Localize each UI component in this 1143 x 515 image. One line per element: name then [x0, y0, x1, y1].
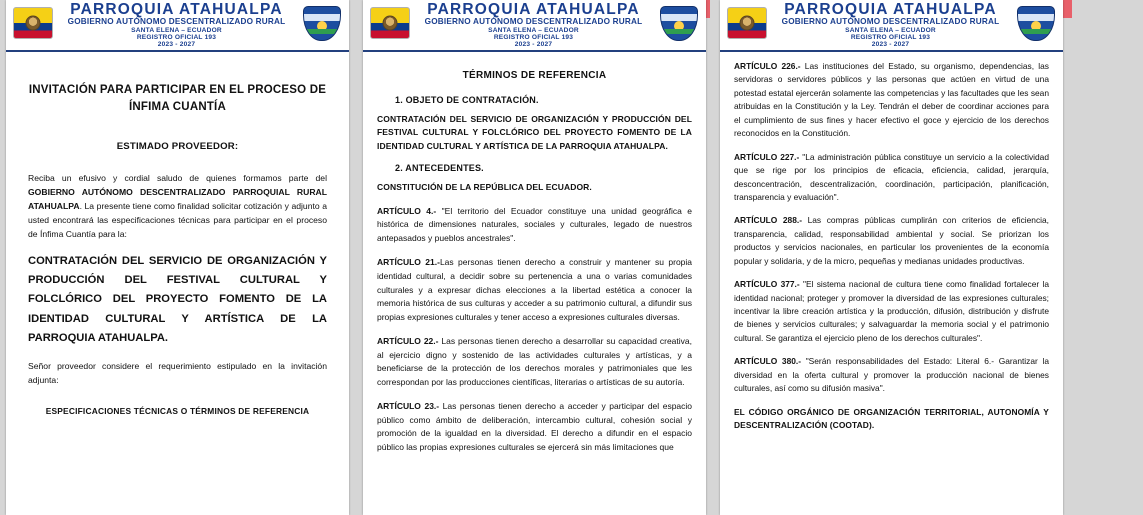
greeting-line: ESTIMADO PROVEEDOR: [116, 141, 239, 153]
article-paragraph [734, 151, 1049, 205]
article-text: Las personas tienen derecho a acceder y participar del espacio público como ámbito de deliberación, intercambio cultural, cohesión social y promoción de la igualdad en la diversidad. El derecho a difundir en el espacio público las propias expresiones culturales se ejercerá sin más limitaciones que [377, 400, 693, 453]
article-label: ARTÍCULO 226.- [734, 61, 801, 71]
intro-paragraph [28, 172, 327, 242]
letterhead-line4: REGISTRO OFICIAL 193 [850, 34, 931, 42]
parish-shield-icon [299, 3, 343, 47]
letterhead-line5: 2023 - 2027 [871, 41, 910, 49]
letterhead-line4: REGISTRO OFICIAL 193 [136, 34, 217, 42]
section-2-heading: 2. ANTECEDENTES. [395, 163, 484, 174]
article-paragraph [734, 355, 1049, 395]
intro-post: . La presente tiene como finalidad solicitar cotización y adjunto a usted encontrará las especificaciones técnicas para participar en el proceso de Ínfima Cuantía para la: [28, 201, 327, 240]
article-label: ARTÍCULO 21.- [377, 256, 440, 267]
ecuador-flag-icon [724, 3, 768, 47]
closing-paragraph: Señor proveedor considere el requerimiento estipulado en la invitación adjunta: [28, 361, 327, 386]
article-label: ARTÍCULO 227.- [734, 151, 800, 162]
article-paragraph [377, 256, 692, 325]
article-paragraph [377, 400, 692, 455]
page-1-footer-heading: ESPECIFICACIONES TÉCNICAS O TÉRMINOS DE REFERENCIA [45, 406, 310, 417]
letterhead-title: PARROQUIA ATAHUALPA [427, 1, 640, 18]
invitation-title: INVITACIÓN PARA PARTICIPAR EN EL PROCESO DE ÍNFIMA CUANTÍA [28, 84, 327, 113]
letterhead-line3: SANTA ELENA – ECUADOR [488, 27, 579, 35]
cootad-heading: EL CÓDIGO ORGÁNICO DE ORGANIZACIÓN TERRITORIAL, AUTONOMÍA Y DESCENTRALIZACIÓN (COOTAD). [734, 406, 1049, 431]
page-3-body [720, 52, 1063, 433]
terms-of-reference-title: TÉRMINOS DE REFERENCIA [462, 70, 607, 81]
article-text: "La administración pública constituye un servicio a la colectividad que se rige por los principios de eficacia, eficiencia, calidad, jerarquía, desconcentración, descentralización, coordinación, participación, planificación, transparencia y evaluación". [734, 151, 1049, 202]
section-1-heading: 1. OBJETO DE CONTRATACIÓN. [395, 95, 539, 105]
article-label: ARTÍCULO 288.- [734, 215, 802, 226]
letterhead-line3: SANTA ELENA – ECUADOR [131, 27, 222, 35]
article-text: Las personas tienen derecho a construir y mantener su propia identidad cultural, a decidir sobre su pertenencia a una o varias comunidades culturales y a expresar dichas elecciones a la libertad estética a conocer la memoria histórica de sus culturas y acceder a su patrimonio cultural, a difundir sus propias expresiones culturales y tener acceso a expresiones culturales diversas. [377, 256, 693, 323]
document-page-1[interactable] [6, 0, 349, 515]
parish-shield-icon [1013, 3, 1057, 47]
section-1-text: CONTRATACIÓN DEL SERVICIO DE ORGANIZACIÓN Y PRODUCCIÓN DEL FESTIVAL CULTURAL Y FOLCLÓRICO DEL PROYECTO FOMENTO DE LA IDENTIDAD CULTURAL Y ARTÍSTICA DE LA PARROQUIA ATAHUALPA. [377, 114, 692, 151]
entity-name: GOBIERNO AUTÓNOMO DESCENTRALIZADO PARROQUIAL RURAL ATAHUALPA [28, 187, 327, 212]
letterhead-line2: GOBIERNO AUTÓNOMO DESCENTRALIZADO RURAL [67, 17, 286, 27]
contract-object: CONTRATACIÓN DEL SERVICIO DE ORGANIZACIÓN Y PRODUCCIÓN DEL FESTIVAL CULTURAL Y FOLCLÓRICO DEL PROYECTO FOMENTO DE LA IDENTIDAD CULTURAL Y ARTÍSTICA DE LA PARROQUIA ATAHUALPA. [28, 254, 327, 345]
article-paragraph [377, 205, 692, 246]
article-text: Las compras públicas cumplirán con criterios de eficiencia, transparencia, calidad, responsabilidad ambiental y social. Se priorizan los productos y servicios nacionales, en particular los provenientes de la economía popular y solidaria, y de la micro, pequeñas y medianas unidades productivas. [734, 215, 1049, 266]
page-2-body [363, 52, 706, 455]
article-text: "Serán responsabilidades del Estado: Literal 6.- Garantizar la diversidad en la oferta cultural y promover la producción nacional de bienes culturales, así como su difusión masiva". [734, 356, 1049, 394]
letterhead-banner [363, 0, 706, 52]
article-label: ARTÍCULO 22.- [377, 335, 439, 346]
parish-shield-icon [656, 3, 700, 47]
letterhead-title: PARROQUIA ATAHUALPA [70, 1, 283, 18]
letterhead-titleblock [54, 2, 299, 49]
letterhead-line2: GOBIERNO AUTÓNOMO DESCENTRALIZADO RURAL [424, 17, 643, 27]
document-page-3[interactable] [720, 0, 1063, 515]
article-paragraph [734, 214, 1049, 268]
article-text: Las instituciones del Estado, su organismo, dependencias, las servidoras o servidores públicos y las personas que actúen en virtud de una potestad estatal ejercerán solamente las competencias y las facultades que les sean atribuidas en la Constitución y la Ley. Tendrán el deber de coordinar acciones para el cumplimiento de sus fines y hacer efectivo el goce y ejercicio de los derechos reconocidos en la Constitución. [734, 61, 1049, 139]
ecuador-flag-icon [367, 3, 411, 47]
article-paragraph [734, 278, 1049, 345]
article-text: "El territorio del Ecuador constituye una unidad geográfica e histórica de dimensiones naturales, sociales y culturales, legado de nuestros antepasados y pueblos ancestrales". [377, 205, 692, 244]
letterhead-banner [6, 0, 349, 52]
letterhead-line5: 2023 - 2027 [514, 41, 553, 49]
letterhead-titleblock [411, 2, 656, 49]
letterhead-titleblock [768, 2, 1013, 49]
article-label: ARTÍCULO 377.- [734, 279, 800, 290]
article-label: ARTÍCULO 380.- [734, 356, 802, 367]
article-paragraph [734, 60, 1049, 141]
constitution-heading: CONSTITUCIÓN DE LA REPÚBLICA DEL ECUADOR. [377, 182, 592, 193]
letterhead-line5: 2023 - 2027 [157, 41, 196, 49]
letterhead-line4: REGISTRO OFICIAL 193 [493, 34, 574, 42]
letterhead-line3: SANTA ELENA – ECUADOR [845, 27, 936, 35]
article-paragraph [377, 335, 692, 390]
letterhead-line2: GOBIERNO AUTÓNOMO DESCENTRALIZADO RURAL [781, 17, 1000, 27]
page-1-body [6, 52, 349, 416]
letterhead-banner [720, 0, 1063, 52]
intro-pre: Reciba un efusivo y cordial saludo de quienes formamos parte del [28, 173, 327, 184]
letterhead-title: PARROQUIA ATAHUALPA [784, 1, 997, 18]
document-page-2[interactable] [363, 0, 706, 515]
article-label: ARTÍCULO 4.- [377, 205, 437, 216]
article-label: ARTÍCULO 23.- [377, 400, 440, 411]
ecuador-flag-icon [10, 3, 54, 47]
article-text: Las personas tienen derecho a desarrollar su capacidad creativa, al ejercicio digno y sostenido de las actividades culturales y artísticas, y a beneficiarse de la protección de los derechos morales y patrimoniales que les correspondan por las producciones científicas, literarias o artísticas de su autoría. [377, 335, 693, 388]
article-text: "El sistema nacional de cultura tiene como finalidad fortalecer la identidad nacional; proteger y promover la diversidad de las expresiones culturales; incentivar la libre creación artística y la producción, difusión, distribución y disfrute de bienes y servicios culturales; y salvaguardar la memoria social y el patrimonio cultural. Se garantiza el ejercicio pleno de los derechos culturales". [734, 279, 1049, 343]
